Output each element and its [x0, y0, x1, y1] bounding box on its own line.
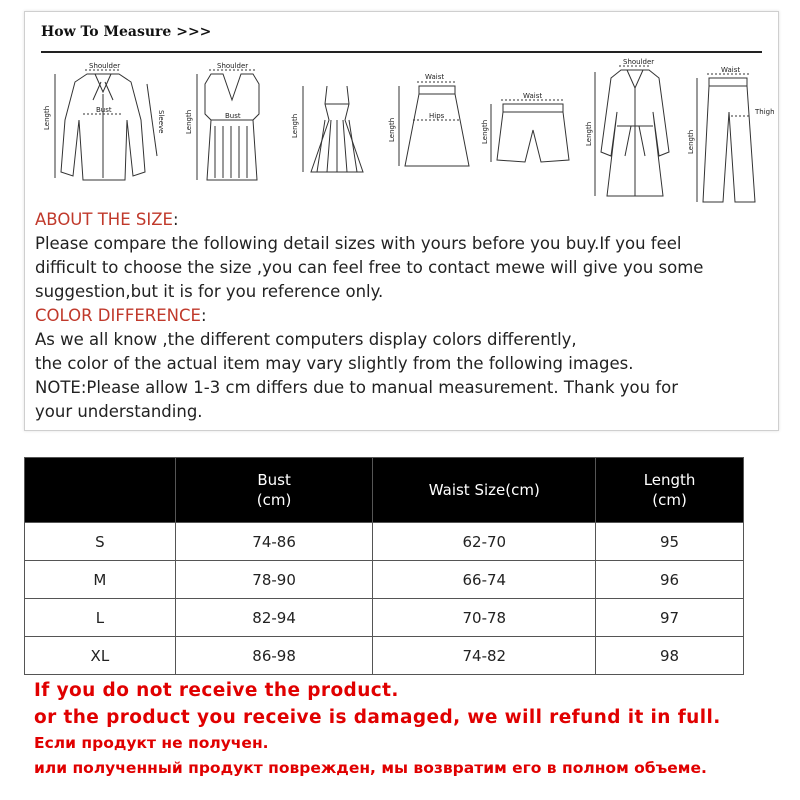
size-cell: S	[25, 523, 176, 561]
color-line-1: As we all know ,the different computers display colors differently,	[35, 330, 577, 349]
size-table-header-row	[25, 458, 744, 523]
label-length-2: Length	[185, 109, 193, 134]
header-length	[596, 458, 744, 523]
about-line-1: Please compare the following detail sizes with yours before you buy.If you feel	[35, 234, 682, 253]
about-size-heading: ABOUT THE SIZE	[35, 210, 173, 229]
header-size	[25, 458, 176, 523]
label-bust-1: Bust	[96, 106, 112, 114]
label-thigh: Thigh	[755, 108, 775, 116]
label-bust-2: Bust	[225, 112, 241, 120]
about-line-2: difficult to choose the size ,you can feel free to contact mewe will give you some	[35, 258, 704, 277]
size-cell: XL	[25, 637, 176, 675]
blouse-diagram	[39, 60, 167, 195]
waist-cell: 62-70	[373, 523, 596, 561]
color-difference-heading-line	[35, 304, 775, 328]
length-cell: 96	[596, 561, 744, 599]
header-bust-unit: (cm)	[256, 491, 292, 509]
refund-notice	[34, 677, 721, 781]
color-line-2: the color of the actual item may vary slightly from the following images.	[35, 354, 634, 373]
label-length-1: Length	[43, 105, 51, 130]
label-hips: Hips	[429, 112, 445, 120]
length-cell: 95	[596, 523, 744, 561]
header-waist: Waist Size(cm)	[373, 458, 596, 523]
label-shoulder-2: Shoulder	[217, 62, 249, 70]
table-row	[25, 599, 744, 637]
size-cell: L	[25, 599, 176, 637]
how-to-measure-panel	[24, 11, 779, 431]
label-shoulder-1: Shoulder	[89, 62, 121, 70]
label-length-5: Length	[481, 119, 489, 144]
header-bust-label: Bust	[257, 471, 291, 489]
label-waist-2: Waist	[523, 92, 543, 100]
label-length-3: Length	[291, 113, 299, 138]
length-cell: 98	[596, 637, 744, 675]
color-difference-heading: COLOR DIFFERENCE	[35, 306, 201, 325]
header-length-unit: (cm)	[652, 491, 687, 509]
label-length-6: Length	[585, 121, 593, 146]
waist-cell: 70-78	[373, 599, 596, 637]
table-row	[25, 561, 744, 599]
notice-ru-line-2: или полученный продукт поврежден, мы возвратим его в полном объеме.	[34, 759, 707, 777]
label-shoulder-3: Shoulder	[623, 58, 655, 66]
size-cell: M	[25, 561, 176, 599]
label-length-7: Length	[687, 129, 695, 154]
waist-cell: 74-82	[373, 637, 596, 675]
color-line-3: NOTE:Please allow 1-3 cm differs due to manual measurement. Thank you for	[35, 378, 679, 397]
bust-cell: 82-94	[175, 599, 373, 637]
sleeveless-top-diagram	[175, 60, 285, 195]
coat-diagram	[585, 56, 685, 206]
header-length-label: Length	[643, 471, 696, 489]
size-table	[24, 457, 744, 675]
about-size-colon: :	[172, 210, 179, 229]
skirt-diagram	[389, 70, 485, 190]
label-waist-1: Waist	[425, 73, 445, 81]
pants-diagram	[685, 62, 777, 208]
notice-en-line-2: or the product you receive is damaged, we will refund it in full.	[34, 707, 721, 728]
notice-en-line-1: If you do not receive the product.	[34, 680, 399, 701]
how-to-measure-title: How To Measure >>>	[41, 24, 212, 40]
length-cell: 97	[596, 599, 744, 637]
color-difference-colon: :	[200, 306, 207, 325]
label-waist-3: Waist	[721, 66, 741, 74]
garment-diagrams	[25, 56, 778, 216]
color-line-4: your understanding.	[35, 402, 203, 421]
table-row	[25, 523, 744, 561]
label-length-4: Length	[388, 117, 396, 142]
bust-cell: 78-90	[175, 561, 373, 599]
bust-cell: 86-98	[175, 637, 373, 675]
waist-cell: 66-74	[373, 561, 596, 599]
header-bust	[175, 458, 373, 523]
header-divider	[41, 51, 762, 53]
size-info-text	[35, 208, 775, 424]
notice-ru-line-1: Если продукт не получен.	[34, 734, 269, 752]
bust-cell: 74-86	[175, 523, 373, 561]
shorts-diagram	[481, 90, 585, 186]
about-line-3: suggestion,but it is for you reference only.	[35, 282, 384, 301]
strap-dress-diagram	[289, 80, 385, 190]
label-sleeve-1: Sleeve	[157, 110, 165, 134]
about-size-heading-line	[35, 208, 775, 232]
table-row	[25, 637, 744, 675]
